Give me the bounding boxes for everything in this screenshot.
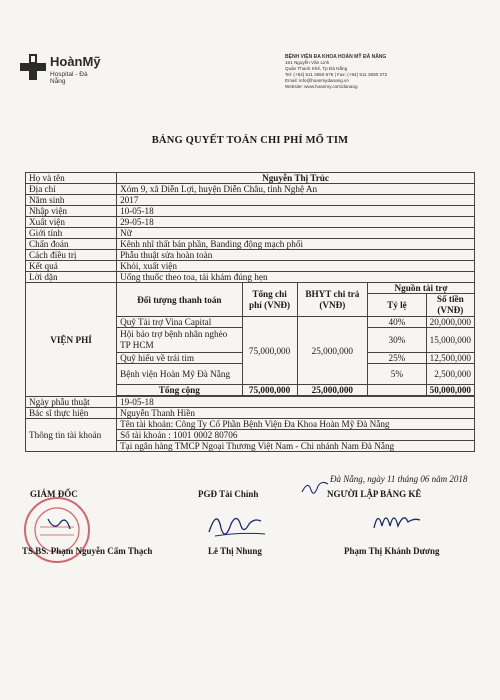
col-total: Tổng chi phí (VNĐ): [242, 283, 297, 317]
address-line-2: Quận Thanh Khê, Tp Đà Nẵng: [285, 66, 348, 71]
info-label: Kết quả: [26, 261, 117, 272]
phone-line: Tel: (+84) 511 3650 676 | Fax: (+84) 511 3650 272: [285, 72, 388, 77]
info-row: [26, 250, 475, 261]
email-line: Email: info@hoanmydanang.vn: [285, 78, 349, 83]
patient-name: Nguyễn Thị Trúc: [117, 173, 475, 184]
info-label: Nhập viện: [26, 206, 117, 217]
info-row: [26, 206, 475, 217]
fee-target: Quỹ hiếu về trái tim: [117, 353, 243, 364]
info-value: Nữ: [117, 228, 475, 239]
fee-target: Quỹ Tài trợ Vina Capital: [117, 317, 243, 328]
info-label: Địa chỉ: [26, 184, 117, 195]
sum-ratio-empty: [368, 385, 427, 396]
sum-total: 75,000,000: [242, 385, 297, 396]
account-label: Thông tin tài khoản: [26, 419, 117, 452]
fee-target: Bệnh viện Hoàn Mỹ Đà Nẵng: [117, 364, 243, 385]
settlement-table: [25, 172, 475, 452]
info-value: Khỏi, xuất viện: [117, 261, 475, 272]
hospital-logo: [20, 50, 100, 94]
info-row: [26, 184, 475, 195]
info-value: Xóm 9, xã Diễn Lợi, huyện Diễn Châu, tỉnh Nghệ An: [117, 184, 475, 195]
fee-ratio: 30%: [368, 328, 427, 353]
sum-bhyt: 25,000,000: [297, 385, 368, 396]
doctor-label: Bác sĩ thực hiện: [26, 408, 117, 419]
fee-amount: 12,500,000: [426, 353, 474, 364]
website-line: Website: www.hoanmy.com/danang: [285, 84, 358, 89]
place-date: Đà Nẵng, ngày 11 tháng 06 năm 2018: [330, 474, 468, 484]
fee-header-row: [26, 283, 475, 294]
info-row: [26, 195, 475, 206]
info-label: Giới tính: [26, 228, 117, 239]
creator-name: Phạm Thị Khánh Dương: [344, 546, 440, 556]
director-title: GIÁM ĐỐC: [30, 489, 78, 499]
account-bank: Tại ngân hàng TMCP Ngoại Thương Việt Nam - Chi nhánh Nam Đà Nẵng: [117, 441, 475, 452]
info-value: Uống thuốc theo toa, tái khám đúng hẹn: [117, 272, 475, 283]
address-line-1: 161 Nguyễn Văn Linh: [285, 60, 330, 65]
fee-ratio: 40%: [368, 317, 427, 328]
fee-section-label: VIỆN PHÍ: [26, 283, 117, 397]
info-label: Họ và tên: [26, 173, 117, 184]
doctor-name: Nguyễn Thanh Hiền: [117, 408, 475, 419]
finance-title: PGĐ Tài Chính: [198, 489, 259, 499]
info-value: 2017: [117, 195, 475, 206]
col-funding: Nguồn tài trợ: [368, 283, 475, 294]
document-title: BẢNG QUYẾT TOÁN CHI PHÍ MỔ TIM: [151, 135, 349, 146]
info-label: Năm sinh: [26, 195, 117, 206]
info-row: [26, 261, 475, 272]
finance-signature-icon: [205, 502, 275, 542]
info-row: [26, 272, 475, 283]
hospital-contact: [285, 54, 485, 90]
account-name: Tên tài khoản: Công Ty Cổ Phần Bệnh Viện Đa Khoa Hoàn Mỹ Đà Nẵng: [117, 419, 475, 430]
col-amount: Số tiền (VNĐ): [426, 294, 474, 317]
col-bhyt: BHYT chi trả (VNĐ): [297, 283, 368, 317]
fee-amount: 15,000,000: [426, 328, 474, 353]
info-label: Lời dặn: [26, 272, 117, 283]
fee-target: Hội bảo trợ bệnh nhân nghèo TP HCM: [117, 328, 243, 353]
account-row: [26, 419, 475, 430]
surgery-date-row: [26, 397, 475, 408]
info-row: [26, 228, 475, 239]
fee-amount: 2,500,000: [426, 364, 474, 385]
info-row: [26, 217, 475, 228]
finance-initial-icon: [300, 478, 330, 496]
info-value: Kênh nhĩ thất bán phần, Banding động mạch phổi: [117, 239, 475, 250]
creator-signature-icon: [368, 502, 438, 538]
fee-amount: 20,000,000: [426, 317, 474, 328]
info-label: Chẩn đoán: [26, 239, 117, 250]
doctor-row: [26, 408, 475, 419]
sum-amount: 50,000,000: [426, 385, 474, 396]
info-row: [26, 173, 475, 184]
info-value: 10-05-18: [117, 206, 475, 217]
col-target: Đối tượng thanh toán: [117, 283, 243, 317]
sum-label: Tổng cộng: [117, 385, 243, 396]
hospital-name: BỆNH VIỆN ĐA KHOA HOÀN MỸ ĐÀ NẴNG: [285, 54, 387, 60]
info-value: Phẫu thuật sửa hoàn toàn: [117, 250, 475, 261]
creator-title: NGƯỜI LẬP BẢNG KÊ: [327, 489, 422, 499]
account-number: Số tài khoản : 1001 0002 80706: [117, 430, 475, 441]
info-label: Xuất viện: [26, 217, 117, 228]
surgery-date: 19-05-18: [117, 397, 475, 408]
info-label: Cách điều trị: [26, 250, 117, 261]
col-ratio: Tỷ lệ: [368, 294, 427, 317]
logo-subtitle: Hospital - Đà Nẵng: [50, 71, 88, 85]
director-name: TS.BS. Phạm Nguyễn Cẩm Thạch: [22, 546, 153, 556]
info-value: 29-05-18: [117, 217, 475, 228]
info-row: [26, 239, 475, 250]
finance-name: Lê Thị Nhung: [208, 546, 262, 556]
fee-ratio: 25%: [368, 353, 427, 364]
surgery-date-label: Ngày phẫu thuật: [26, 397, 117, 408]
logo-brand: HoànMỹ: [50, 54, 101, 69]
fee-bhyt-paid: 25,000,000: [297, 317, 368, 385]
fee-ratio: 5%: [368, 364, 427, 385]
medical-cross-icon: [20, 54, 46, 80]
fee-total-cost: 75,000,000: [242, 317, 297, 385]
